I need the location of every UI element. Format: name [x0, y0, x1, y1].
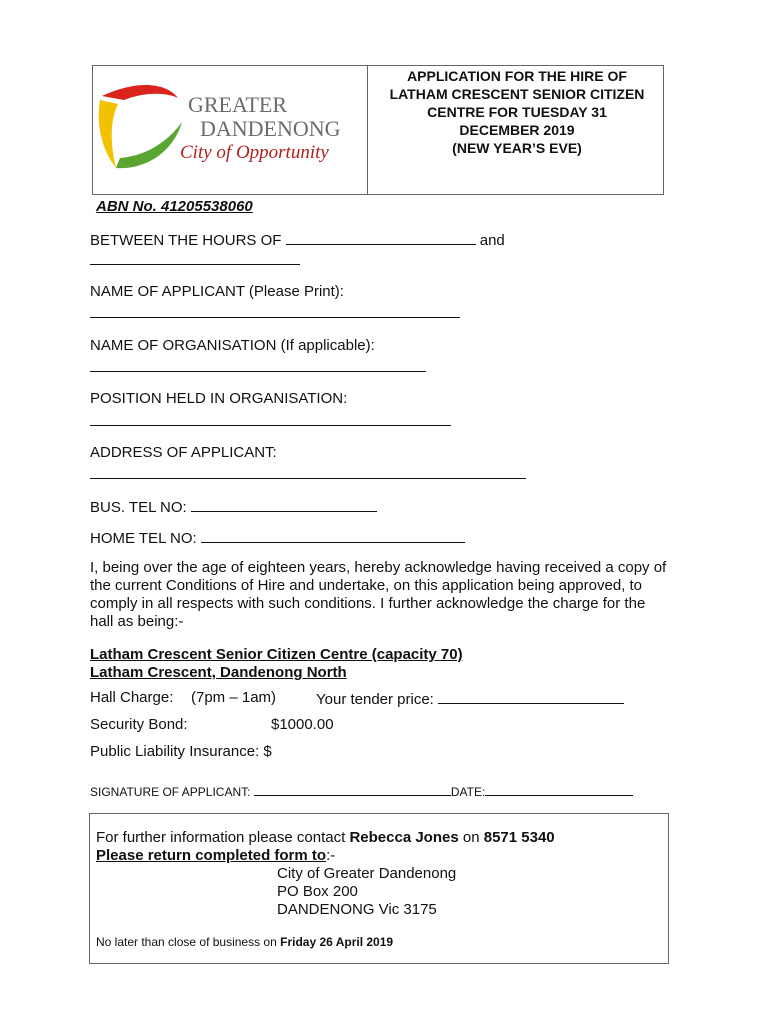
- applicant-name-field[interactable]: [90, 317, 460, 318]
- ack-line: comply in all respects with such conditions. I further acknowledge the charge for the: [90, 595, 646, 612]
- home-tel-field[interactable]: [201, 528, 465, 543]
- signature-row: [90, 783, 633, 801]
- acknowledgement-paragraph: [90, 559, 690, 631]
- organisation-label: NAME OF ORGANISATION (If applicable):: [90, 337, 375, 354]
- contact-prefix: For further information please contact: [96, 829, 350, 846]
- return-address-line: DANDENONG Vic 3175: [277, 901, 437, 918]
- ack-line: hall as being:-: [90, 613, 184, 630]
- venue-name: Latham Crescent Senior Citizen Centre (capacity 70): [90, 646, 463, 663]
- contact-name: Rebecca Jones: [349, 829, 459, 846]
- logo-line2: DANDENONG: [200, 116, 341, 141]
- home-tel-row: [90, 528, 465, 548]
- title-line: LATHAM CRESCENT SENIOR CITIZEN: [389, 86, 645, 102]
- security-bond-label: Security Bond:: [90, 716, 188, 733]
- return-address-line: PO Box 200: [277, 883, 358, 900]
- logo-tagline: City of Opportunity: [180, 142, 329, 163]
- return-suffix: :-: [326, 847, 336, 864]
- address-label: ADDRESS OF APPLICANT:: [90, 444, 277, 461]
- contact-line: [96, 829, 555, 847]
- venue-address: Latham Crescent, Dandenong North: [90, 664, 347, 681]
- hours-label: BETWEEN THE HOURS OF: [90, 232, 282, 249]
- hours-end-field[interactable]: [90, 264, 300, 265]
- abn-number: ABN No. 41205538060: [96, 198, 253, 215]
- greater-dandenong-logo: [96, 78, 366, 170]
- deadline-prefix: No later than close of business on: [96, 935, 281, 949]
- bus-tel-row: [90, 497, 377, 517]
- security-bond-value: $1000.00: [271, 716, 334, 733]
- return-label: Please return completed form to: [96, 847, 327, 864]
- title-line: (NEW YEAR’S EVE): [452, 140, 582, 156]
- header-divider: [367, 65, 368, 195]
- logo-red-swoosh: [102, 85, 178, 100]
- ack-line: the current Conditions of Hire and undertake, on this application being approved, to: [90, 577, 643, 594]
- form-title: [372, 67, 662, 157]
- date-label: DATE:: [450, 785, 486, 799]
- signature-field[interactable]: [254, 784, 451, 796]
- title-line: DECEMBER 2019: [459, 122, 575, 138]
- logo-yellow-swoosh: [99, 100, 118, 168]
- logo-green-swoosh: [116, 122, 182, 168]
- deadline-date: Friday 26 April 2019: [280, 935, 394, 949]
- hours-row: [90, 230, 505, 250]
- position-field[interactable]: [90, 425, 451, 426]
- deadline-line: [96, 933, 393, 951]
- bus-tel-field[interactable]: [191, 497, 377, 512]
- organisation-field[interactable]: [90, 371, 426, 372]
- position-label: POSITION HELD IN ORGANISATION:: [90, 390, 348, 407]
- contact-phone: 8571 5340: [483, 829, 555, 846]
- home-tel-label: HOME TEL NO:: [90, 530, 197, 547]
- tender-row: [316, 689, 624, 709]
- bus-tel-label: BUS. TEL NO:: [90, 499, 187, 516]
- signature-label: SIGNATURE OF APPLICANT:: [90, 785, 251, 799]
- applicant-name-label: NAME OF APPLICANT (Please Print):: [90, 283, 344, 300]
- title-line: CENTRE FOR TUESDAY 31: [427, 104, 607, 120]
- hall-charge-time: (7pm – 1am): [191, 689, 277, 706]
- return-line: [96, 847, 335, 865]
- title-line: APPLICATION FOR THE HIRE OF: [407, 68, 627, 84]
- ack-line: I, being over the age of eighteen years, hereby acknowledge having received a copy of: [90, 559, 667, 576]
- date-field[interactable]: [485, 784, 633, 796]
- tender-label: Your tender price:: [316, 691, 434, 708]
- address-field[interactable]: [90, 478, 526, 479]
- logo-line1: GREATER: [188, 92, 287, 117]
- hours-start-field[interactable]: [286, 230, 476, 245]
- return-address-line: City of Greater Dandenong: [277, 865, 457, 882]
- tender-price-field[interactable]: [438, 689, 624, 704]
- hours-and: and: [479, 232, 505, 249]
- contact-on: on: [458, 829, 484, 846]
- public-liability-label: Public Liability Insurance: $: [90, 743, 272, 760]
- hall-charge-label: Hall Charge:: [90, 689, 174, 706]
